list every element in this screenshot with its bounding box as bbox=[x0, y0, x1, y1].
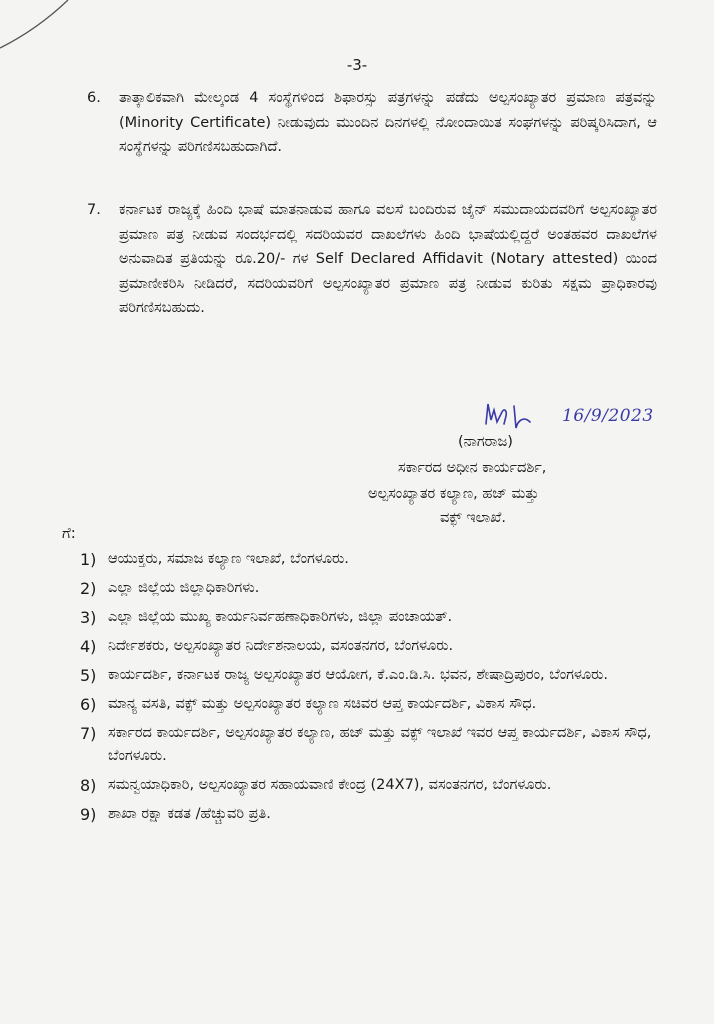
distribution-item bbox=[80, 693, 680, 716]
distribution-item bbox=[80, 606, 680, 629]
item-number: 4) bbox=[80, 637, 97, 656]
signature-date: 16/9/2023 bbox=[562, 406, 654, 426]
item-text: ಮಾನ್ಯ ವಸತಿ, ವಕ್ಫ್ ಮತ್ತು ಅಲ್ಪಸಂಖ್ಯಾತರ ಕಲ್ಯಾಣ ಸಚಿವರ ಆಪ್ತ ಕಾರ್ಯದರ್ಶಿ, ವಿಕಾಸ ಸೌಧ. bbox=[108, 696, 537, 712]
item-number: 5) bbox=[80, 666, 97, 685]
item-number: 6) bbox=[80, 695, 97, 714]
paragraph-7 bbox=[87, 198, 657, 321]
signatory-department: ಅಲ್ಪಸಂಖ್ಯಾತರ ಕಲ್ಯಾಣ, ಹಜ್ ಮತ್ತು bbox=[368, 486, 539, 502]
item-text: ನಿರ್ದೇಶಕರು, ಅಲ್ಪಸಂಖ್ಯಾತರ ನಿರ್ದೇಶನಾಲಯ, ವಸಂತನಗರ, ಬೆಂಗಳೂರು. bbox=[108, 638, 454, 654]
item-text: ಸಮನ್ವಯಾಧಿಕಾರಿ, ಅಲ್ಪಸಂಖ್ಯಾತರ ಸಹಾಯವಾಣಿ ಕೇಂದ್ರ (24X7), ವಸಂತನಗರ, ಬೆಂಗಳೂರು. bbox=[108, 777, 552, 793]
item-text: ಶಾಖಾ ರಕ್ಷಾ ಕಡತ /ಹೆಚ್ಚುವರಿ ಪ್ರತಿ. bbox=[108, 806, 271, 822]
paragraph-text: ಕರ್ನಾಟಕ ರಾಜ್ಯಕ್ಕೆ ಹಿಂದಿ ಭಾಷೆ ಮಾತನಾಡುವ ಹಾಗೂ ವಲಸೆ ಬಂದಿರುವ ಜೈನ್ ಸಮುದಾಯದವರಿಗೆ ಅಲ್ಪಸಂಖ್ಯಾತರ ಪ್ರಮಾಣ ಪತ್ರ ನೀಡುವ ಸಂದರ್ಭದಲ್ಲಿ ಸದರಿಯವರ ದಾಖಲೆಗಳು ಹಿಂದಿ ಭಾಷೆಯಲ್ಲಿದ್ದರೆ ಅಂತಹವರ ದಾಖಲೆಗಳ ಅನುವಾದಿತ ಪ್ರತಿಯನ್ನು ರೂ.20/- ಗಳ Self Declared Affidavit (Notary attested) ಯಿಂದ ಪ್ರಮಾಣೀಕರಿಸಿ ನೀಡಿದರೆ, ಸದರಿಯವರಿಗೆ ಅಲ್ಪಸಂಖ್ಯಾತರ ಪ್ರಮಾಣ ಪತ್ರ ನೀಡುವ ಕುರಿತು ಸಕ್ಷಮ ಪ್ರಾಧಿಕಾರವು ಪರಿಗಣಿಸಬಹುದು. bbox=[119, 202, 657, 316]
paragraph-number: 6. bbox=[87, 90, 101, 106]
page-edge-mark bbox=[0, 0, 80, 60]
distribution-item bbox=[80, 577, 680, 600]
item-number: 1) bbox=[80, 550, 97, 569]
signatory-name: (ನಾಗರಾಜ) bbox=[458, 434, 513, 450]
item-text: ಎಲ್ಲಾ ಜಿಲ್ಲೆಯ ಜಿಲ್ಲಾಧಿಕಾರಿಗಳು. bbox=[108, 580, 260, 596]
distribution-item bbox=[80, 635, 680, 658]
recipients-label: ಗೆ: bbox=[62, 524, 76, 542]
item-text: ಆಯುಕ್ತರು, ಸಮಾಜ ಕಲ್ಯಾಣ ಇಲಾಖೆ, ಬೆಂಗಳೂರು. bbox=[108, 551, 349, 567]
distribution-item bbox=[80, 664, 680, 687]
item-text: ಎಲ್ಲಾ ಜಿಲ್ಲೆಯ ಮುಖ್ಯ ಕಾರ್ಯನಿರ್ವಹಣಾಧಿಕಾರಿಗಳು, ಜಿಲ್ಲಾ ಪಂಚಾಯತ್. bbox=[108, 609, 453, 625]
distribution-item bbox=[80, 803, 680, 826]
item-number: 7) bbox=[80, 724, 97, 743]
paragraph-number: 7. bbox=[87, 202, 101, 218]
signatory-department-suffix: ವಕ್ಫ್ ಇಲಾಖೆ. bbox=[440, 510, 506, 526]
item-number: 3) bbox=[80, 608, 97, 627]
paragraph-text: ತಾತ್ಕಾಲಿಕವಾಗಿ ಮೇಲ್ಕಂಡ 4 ಸಂಸ್ಥೆಗಳಿಂದ ಶಿಫಾರಸ್ಸು ಪತ್ರಗಳನ್ನು ಪಡೆದು ಅಲ್ಪಸಂಖ್ಯಾತರ ಪ್ರಮಾಣ ಪತ್ರವನ್ನು (Minority Certificate) ನೀಡುವುದು ಮುಂದಿನ ದಿನಗಳಲ್ಲಿ ನೋಂದಾಯಿತ ಸಂಘಗಳನ್ನು ಪರಿಷ್ಕರಿಸಿದಾಗ, ಆ ಸಂಸ್ಥೆಗಳನ್ನು ಪರಿಗಣಿಸಬಹುದಾಗಿದೆ. bbox=[119, 90, 657, 155]
item-text: ಕಾರ್ಯದರ್ಶಿ, ಕರ್ನಾಟಕ ರಾಜ್ಯ ಅಲ್ಪಸಂಖ್ಯಾತರ ಆಯೋಗ, ಕೆ.ಎಂ.ಡಿ.ಸಿ. ಭವನ, ಶೇಷಾದ್ರಿಪುರಂ, ಬೆಂಗಳೂರು. bbox=[108, 667, 608, 683]
distribution-item bbox=[80, 548, 680, 571]
item-number: 2) bbox=[80, 579, 97, 598]
page-number: -3- bbox=[346, 56, 368, 74]
distribution-item bbox=[80, 774, 680, 797]
paragraph-6 bbox=[87, 86, 657, 160]
distribution-list bbox=[80, 548, 680, 832]
distribution-item bbox=[80, 722, 680, 768]
item-number: 9) bbox=[80, 805, 97, 824]
signatory-title: ಸರ್ಕಾರದ ಅಧೀನ ಕಾರ್ಯದರ್ಶಿ, bbox=[398, 460, 547, 476]
item-text: ಸರ್ಕಾರದ ಕಾರ್ಯದರ್ಶಿ, ಅಲ್ಪಸಂಖ್ಯಾತರ ಕಲ್ಯಾಣ, ಹಜ್ ಮತ್ತು ವಕ್ಫ್ ಇಲಾಖೆ ಇವರ ಆಪ್ತ ಕಾರ್ಯದರ್ಶಿ, ವಿಕಾಸ ಸೌಧ, ಬೆಂಗಳೂರು. bbox=[108, 725, 652, 764]
item-number: 8) bbox=[80, 776, 97, 795]
